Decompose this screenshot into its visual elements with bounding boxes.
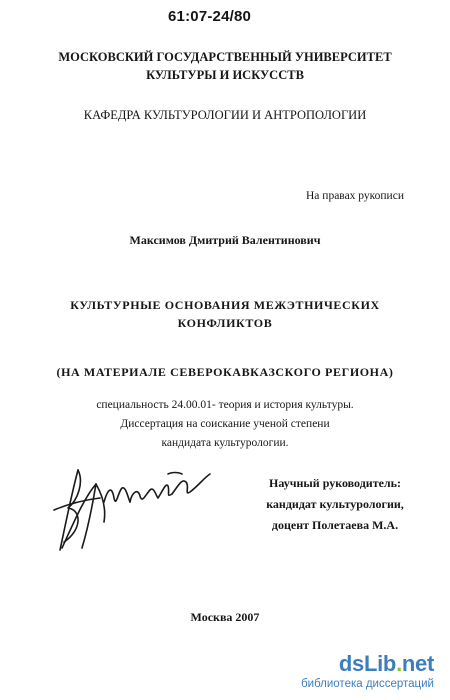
thesis-title-line1: КУЛЬТУРНЫЕ ОСНОВАНИЯ МЕЖЭТНИЧЕСКИХ (70, 298, 380, 312)
logo-tld: net (401, 651, 434, 676)
manuscript-note: На правах рукописи (306, 190, 404, 202)
dissertation-purpose-line: Диссертация на соискание ученой степени (120, 418, 330, 430)
dslib-tagline: библиотека диссертаций (301, 678, 434, 690)
supervisor-label: Научный руководитель: (269, 476, 401, 490)
logo-dot: . (396, 651, 402, 676)
university-name-line1: МОСКОВСКИЙ ГОСУДАРСТВЕННЫЙ УНИВЕРСИТЕТ (58, 50, 392, 64)
university-name-line2: КУЛЬТУРЫ И ИСКУССТВ (146, 68, 304, 82)
logo-brand: dsLib (338, 651, 397, 676)
degree-line: кандидата культурологии. (161, 437, 289, 449)
thesis-subtitle: (НА МАТЕРИАЛЕ СЕВЕРОКАВКАЗСКОГО РЕГИОНА) (56, 365, 394, 379)
supervisor-degree: кандидат культурологии, (266, 497, 404, 511)
author-name: Максимов Дмитрий Валентинович (129, 233, 321, 247)
department-name: КАФЕДРА КУЛЬТУРОЛОГИИ И АНТРОПОЛОГИИ (83, 108, 367, 122)
specialty-line: специальность 24.00.01- теория и история культуры. (96, 399, 354, 411)
archive-code-stamp: 61:07-24/80 (168, 8, 252, 25)
city-and-year: Москва 2007 (190, 610, 260, 624)
dslib-logo (301, 652, 434, 676)
thesis-title-line2: КОНФЛИКТОВ (177, 316, 273, 330)
supervisor-name: доцент Полетаева М.А. (271, 518, 399, 532)
author-signature (48, 452, 218, 564)
dslib-watermark[interactable] (301, 652, 434, 691)
